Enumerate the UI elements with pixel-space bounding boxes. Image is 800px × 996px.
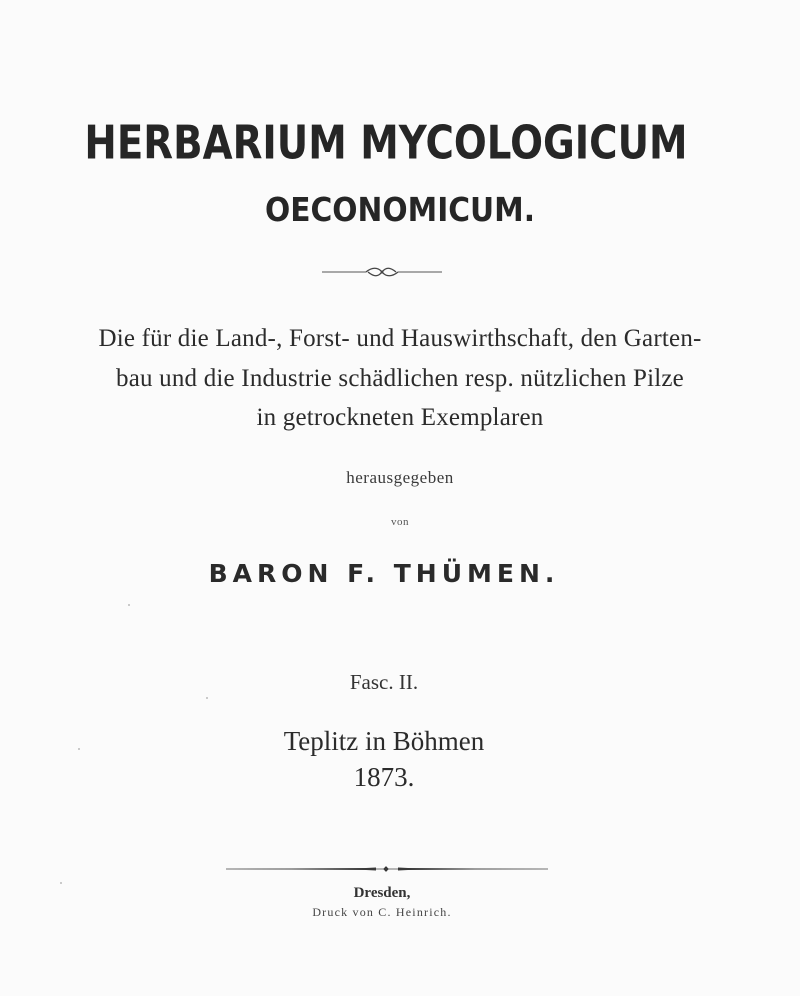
by-word: von: [391, 516, 409, 528]
author-name: BARON F. THÜMEN.: [208, 559, 560, 588]
paper-speck: [128, 604, 130, 606]
subtitle-line-1: Die für die Land-, Forst- und Hauswirthschaft, den Garten-: [98, 325, 702, 352]
fascicle-number: Fasc. II.: [349, 670, 419, 694]
imprint-printer: Druck von C. Heinrich.: [312, 905, 452, 919]
paper-speck: [60, 882, 62, 884]
publication-year: 1873.: [353, 762, 415, 792]
rule-divider-icon: [226, 862, 548, 876]
paper-speck: [78, 748, 80, 750]
subtitle-line-3: in getrockneten Exemplaren: [256, 404, 544, 431]
imprint-city: Dresden,: [353, 885, 411, 901]
editor-phrase: herausgegeben: [346, 468, 454, 487]
main-title: HERBARIUM MYCOLOGICUM: [84, 116, 688, 171]
main-title-continuation: OECONOMICUM.: [264, 190, 536, 229]
subtitle-line-2: bau und die Industrie schädlichen resp. nützlichen Pilze: [116, 365, 684, 392]
paper-speck: [206, 697, 208, 699]
publication-place: Teplitz in Böhmen: [283, 726, 485, 756]
ornament-divider-icon: [322, 264, 442, 280]
